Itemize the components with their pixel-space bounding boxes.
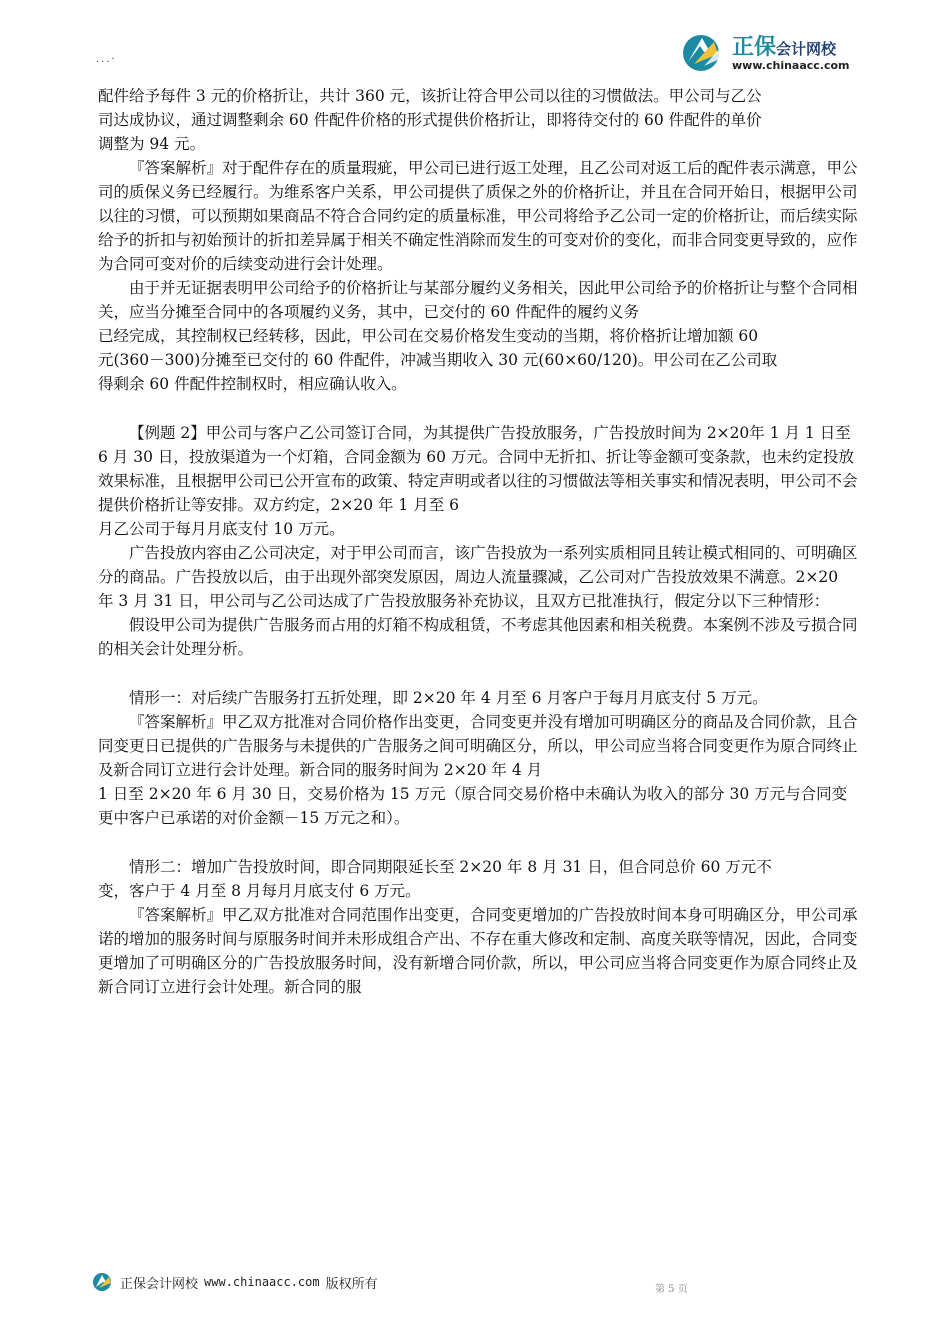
page-number: 第 5 页	[655, 1284, 688, 1295]
scenario-2-paragraph: 情形二：增加广告投放时间，即合同期限延长至 2×20 年 8 月 31 日，但合同总价 60 万元不	[129, 858, 772, 876]
paragraph: 假设甲公司为提供广告服务而占用的灯箱不构成租赁，不考虑其他因素和相关税费。本案例不涉及亏损合同的相关会计处理分析。	[98, 616, 858, 658]
logo-url[interactable]: www.chinaacc.com	[732, 59, 850, 72]
spacer	[98, 661, 858, 686]
footer-logo-icon	[92, 1272, 114, 1292]
paragraph: 月乙公司于每月月底支付 10 万元。	[98, 520, 345, 538]
paragraph: 广告投放内容由乙公司决定，对于甲公司而言，该广告投放为一系列实质相同且转让模式相同的、可明确区分的商品。广告投放以后，由于出现外部突发原因，周边人流量骤减，乙公司对广告投放效果不满意。2×20 年 3 月 31 日，甲公司与乙公司达成了广告投放服务补充协议，且双方已批准执行，假定分以下三种情形：	[98, 544, 858, 610]
paragraph: 已经完成，其控制权已经转移，因此，甲公司在交易价格发生变动的当期，将价格折让增加额 60	[98, 327, 759, 345]
logo-brand	[732, 30, 836, 61]
paragraph: 调整为 94 元。	[98, 135, 206, 153]
logo-brand-sub: 会计网校	[776, 40, 837, 58]
footer-url[interactable]: www.chinaacc.com	[204, 1275, 320, 1289]
paragraph: 元(360－300)分摊至已交付的 60 件配件，冲减当期收入 30 元(60×60/120)。甲公司在乙公司取	[98, 351, 778, 369]
answer-analysis-paragraph: 『答案解析』对于配件存在的质量瑕疵，甲公司已进行返工处理，且乙公司对返工后的配件表示满意，甲公司的质保义务已经履行。为维系客户关系，甲公司提供了质保之外的价格折让，并且在合同开始日，根据甲公司以往的习惯，可以预期如果商品不符合合同约定的质量标准，甲公司将给予乙公司一定的价格折让，而后续实际给予的折扣与初始预计的折扣差异属于相关不确定性消除而发生的可变对价的变化，而非合同变更导致的，应作为合同可变对价的后续变动进行会计处理。	[98, 159, 858, 273]
footer-brand: 正保会计网校	[120, 1276, 199, 1292]
paragraph: 变，客户于 4 月至 8 月每月月底支付 6 万元。	[98, 882, 421, 900]
example-2-paragraph: 【例题 2】甲公司与客户乙公司签订合同，为其提供广告投放服务，广告投放时间为 2×20年 1 月 1 日至 6 月 30 日，投放渠道为一个灯箱，合同金额为 60 万元。合同中无折扣、折让等金额可变条款，也未约定投放效果标准，且根据甲公司已公开宣布的政策、特定声明或者以往的习惯做法等相关事实和情况表明，甲公司不会提供价格折让等安排。双方约定，2×20 年 1 月至 6	[98, 424, 858, 514]
scenario-1-paragraph: 情形一：对后续广告服务打五折处理，即 2×20 年 4 月至 6 月客户于每月月底支付 5 万元。	[129, 689, 768, 707]
logo-emblem-icon	[680, 32, 726, 72]
spacer	[98, 396, 858, 421]
chinaacc-logo[interactable]	[680, 26, 870, 76]
answer-analysis-paragraph: 『答案解析』甲乙双方批准对合同范围作出变更，合同变更增加的广告投放时间本身可明确区分，甲公司承诺的增加的服务时间与原服务时间并未形成组合产出、不存在重大修改和定制、高度关联等情况，因此，合同变更增加了可明确区分的广告投放服务时间，没有新增合同价款，所以，甲公司应当将合同变更作为原合同终止及新合同订立进行会计处理。新合同的服	[98, 906, 858, 996]
answer-analysis-paragraph: 『答案解析』甲乙双方批准对合同价格作出变更，合同变更并没有增加可明确区分的商品及合同价款，且合同变更日已提供的广告服务与未提供的广告服务之间可明确区分，所以，甲公司应当将合同变更作为原合同终止及新合同订立进行会计处理。新合同的服务时间为 2×20 年 4 月	[98, 713, 858, 779]
footer-rights: 版权所有	[325, 1276, 378, 1292]
spacer	[98, 830, 858, 855]
document-body	[98, 84, 858, 999]
paragraph: 司达成协议，通过调整剩余 60 件配件价格的形式提供价格折让，即将待交付的 60 件配件的单价	[98, 111, 762, 129]
paragraph: 得剩余 60 件配件控制权时，相应确认收入。	[98, 375, 407, 393]
header-cut-text: ...·	[96, 54, 117, 65]
paragraph: 配件给予每件 3 元的价格折让，共计 360 元，该折让符合甲公司以往的习惯做法。甲公司与乙公	[98, 87, 762, 105]
page-footer	[92, 1271, 378, 1293]
paragraph: 1 日至 2×20 年 6 月 30 日，交易价格为 15 万元（原合同交易价格中未确认为收入的部分 30 万元与合同变更中客户已承诺的对价金额－15 万元之和）。	[98, 785, 848, 827]
paragraph: 由于并无证据表明甲公司给予的价格折让与某部分履约义务相关，因此甲公司给予的价格折让与整个合同相关，应当分摊至合同中的各项履约义务，其中，已交付的 60 件配件的履约义务	[98, 279, 858, 321]
logo-brand-main: 正保	[732, 35, 777, 60]
